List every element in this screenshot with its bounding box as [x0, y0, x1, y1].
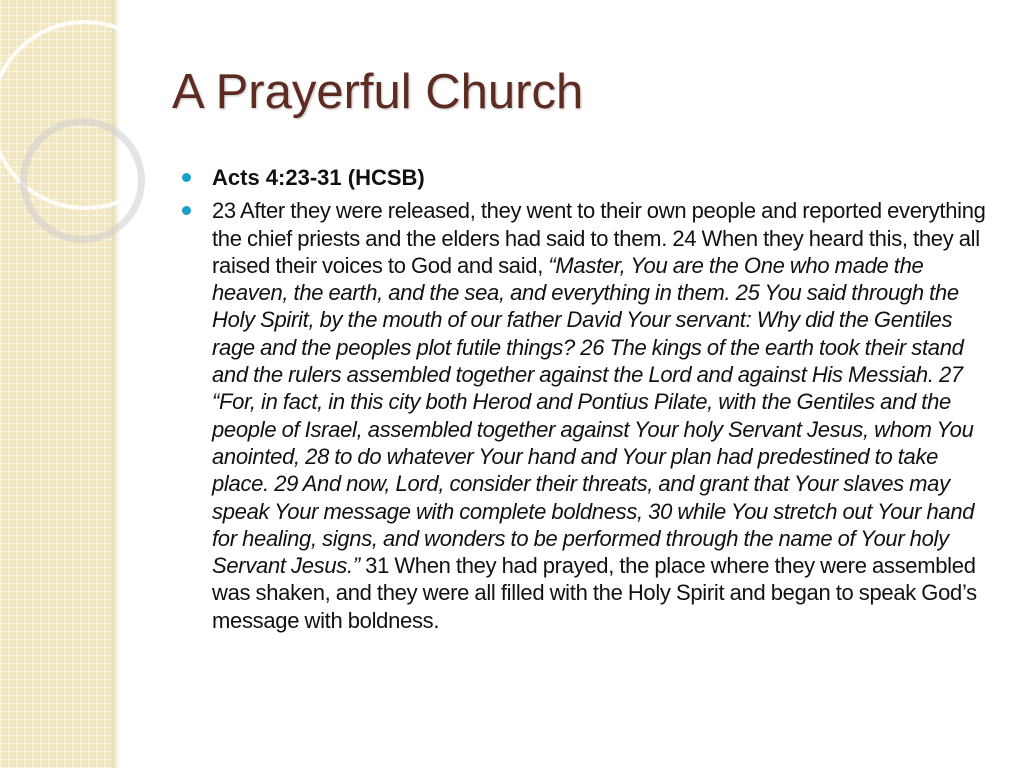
scripture-passage [212, 198, 986, 632]
passage-conclusion: 31 When they had prayed, the place where they were assembled was shaken, and they were all filled with the Holy Spirit and began to speak God’s message with boldness. [212, 553, 977, 633]
bullet-item-reference [182, 164, 990, 191]
bullet-list [182, 164, 990, 640]
passage-prayer-quote: “Master, You are the One who made the heaven, the earth, and the sea, and everything in them. 25 You said through the Holy Spirit, by the mouth of our father David Your servant: Why did the Gentiles rage and the peoples plot futile things? 26 The kings of the earth took their stand and the rulers assembled together against the Lord and against His Messiah. 27 “For, in fact, in this city both Herod and Pontius Pilate, with the Gentiles and the people of Israel, assembled together against Your holy Servant Jesus, whom You anointed, 28 to do whatever Your hand and Your plan had predestined to take place. 29 And now, Lord, consider their threats, and grant that Your slaves may speak Your message with complete boldness, 30 while You stretch out Your hand for healing, signs, and wonders to be performed through the name of Your holy Servant Jesus.” [212, 252, 975, 579]
bullet-dot-icon [182, 173, 191, 182]
decorative-ring-small [20, 118, 145, 243]
passage-intro: 23 After they were released, they went to their own people and reported everything the chief priests and the elders had said to them. 24 When they heard this, they all raised their voices to God and said, [212, 198, 986, 278]
bullet-item-passage [182, 197, 990, 634]
bullet-dot-icon [182, 206, 191, 215]
scripture-reference: Acts 4:23-31 (HCSB) [212, 165, 425, 190]
slide-title: A Prayerful Church [172, 65, 584, 119]
